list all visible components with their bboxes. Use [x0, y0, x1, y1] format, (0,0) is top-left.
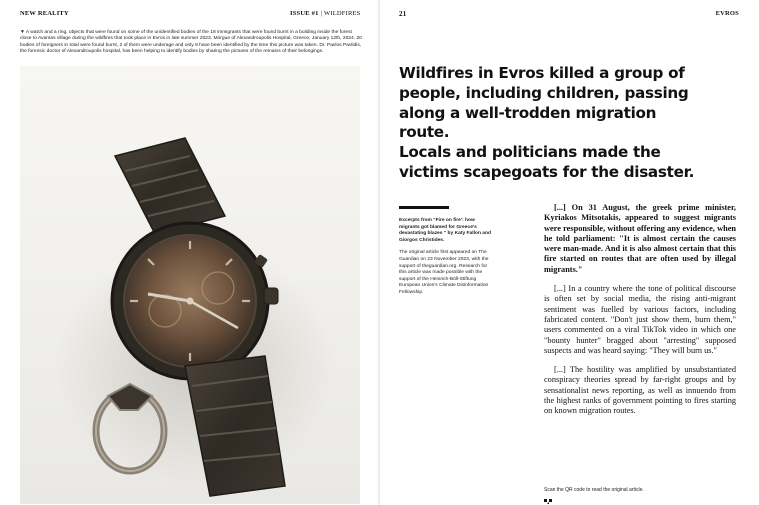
qr-instruction: Scan the QR code to read the original article.	[544, 487, 644, 493]
section-name: WILDFIRES	[324, 10, 361, 17]
photo-caption: ▼ A watch and a ring, objects that were found on some of the unidentified bodies of the 18 immigrants that were found burnt in a building inside the forest close to Avantas village during the wildfires that took place in Evros in late summer 2023. Morgue of Alexandroupolis Hospital, Greece, January 12th, 2024. 20 bodies of foreigners in total were found burnt, 2 of them were underage and only 8 have been identified by the time this picture was taken. Dr. Pavlos Pavlidis, the forensic doctor of Alexandroupolis hospital, has been helping to identify bodies by sharing the pictures of the remains of their belongings.	[20, 30, 362, 54]
right-page	[380, 0, 759, 505]
headline-line-1: Wildfires in Evros killed a group of people, including children, passing along a well-trodden migration route.	[399, 64, 689, 142]
article-body	[544, 203, 736, 426]
page-number: 21	[399, 10, 407, 18]
body-paragraph-3: [...] The hostility was amplified by unsubstantiated conspiracy theories spread by far-right groups and by sensationalist news reporting, as well as innuendo from the highest ranks of government pointing to fires starting on known migration routes.	[544, 365, 736, 416]
body-paragraph-1: [...] On 31 August, the greek prime minister, Kyriakos Mitsotakis, appeared to suggest migrants were responsible, without offering any evidence, when he told parliament: "It is almost certain the causes were man-made. And it is also almost certain that this fire started on routes that are often used by illegal migrants."	[544, 203, 736, 274]
issue-header	[290, 10, 361, 17]
issue-number: ISSUE #1	[290, 10, 319, 17]
header-separator: |	[320, 10, 323, 17]
article-sidenote	[399, 218, 491, 297]
qr-code-icon[interactable]	[544, 499, 552, 505]
body-paragraph-2: [...] In a country where the tone of political discourse is often set by social media, the rising anti-migrant sentiment was fuelled by various factors, including fabricated content. "Don't just show them, burn them," users commented on a viral TikTok video in which one "bounty hunter" bragged about "arresting" supposed suspects and was heard saying: "They will burn us."	[544, 284, 736, 355]
headline-line-2: Locals and politicians made the victims scapegoats for the disaster.	[399, 143, 695, 181]
article-credit: The original article first appeared on The Guardian on 23 November 2023, with the support of theguardian.org. Research for this article was made possible with the support of the Heinrich-Böll-Stiftung European Union's Climate Disinformation Fellowship.	[399, 250, 489, 295]
magazine-name: NEW REALITY	[20, 10, 69, 17]
watch-and-ring-photo	[20, 66, 360, 504]
section-rule	[399, 206, 449, 209]
article-headline	[399, 64, 699, 183]
left-page	[0, 0, 378, 505]
excerpt-source: Excerpts from "Fire on fire': how migrants got blamed for Greece's devastating blazes " by Katy Fallon and Giorgos Christides.	[399, 218, 492, 243]
section-header: EVROS	[715, 10, 739, 17]
watch-ring-illustration	[20, 66, 360, 504]
